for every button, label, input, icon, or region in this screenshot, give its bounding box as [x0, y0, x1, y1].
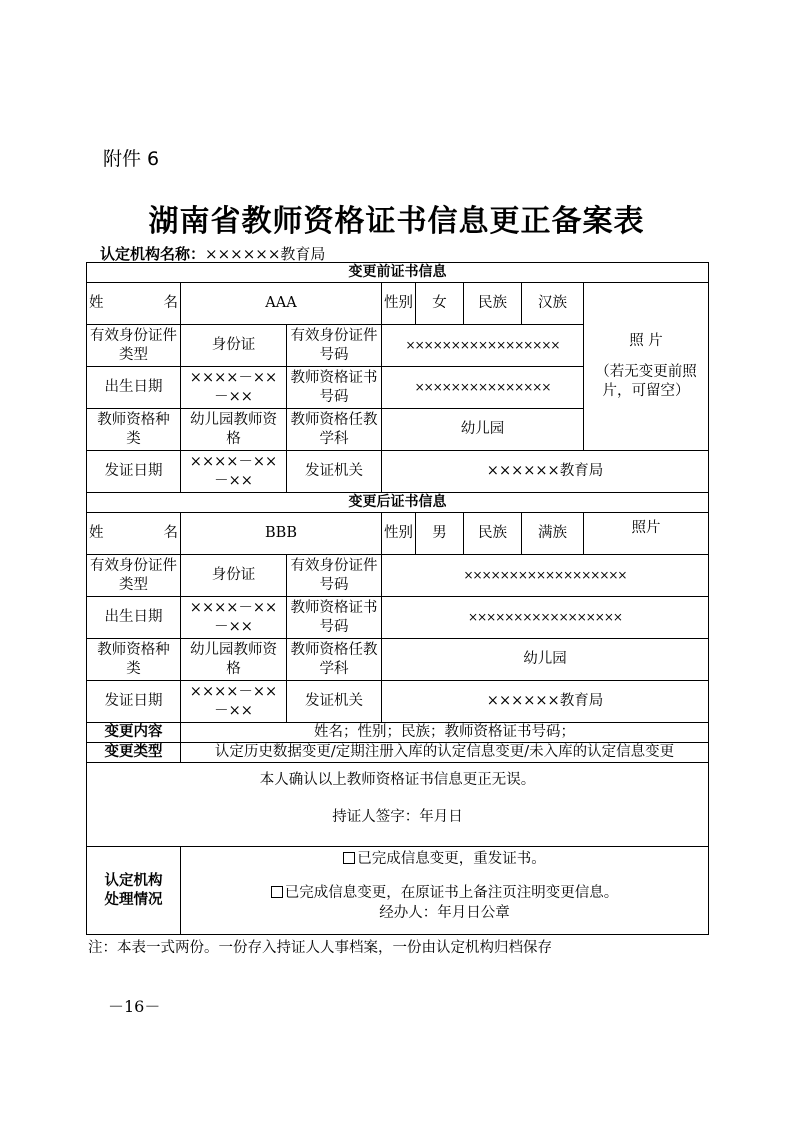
- after-ethnicity-label: 民族: [464, 513, 522, 555]
- before-birth-value: ××××－××－××: [181, 367, 287, 409]
- before-cert-type-label: 教师资格种 类: [87, 409, 181, 451]
- before-cert-no-value: ×××××××××××××××: [382, 367, 584, 409]
- after-issue-date-value: ××××－××－××: [181, 681, 287, 723]
- after-cert-no-label: 教师资格证书号码: [287, 597, 382, 639]
- declaration-cell: [87, 763, 709, 847]
- before-ethnicity-label: 民族: [464, 283, 522, 325]
- checkbox-reissue[interactable]: [343, 852, 355, 864]
- before-photo-note: （若无变更前照片，可留空）: [595, 364, 697, 399]
- after-subject-value: 幼儿园: [382, 639, 709, 681]
- change-content-value: 姓名；性别；民族；教师资格证书号码；: [181, 723, 709, 743]
- before-gender-value: 女: [416, 283, 464, 325]
- change-type-label: 变更类型: [87, 743, 181, 763]
- before-name-label: 姓 名: [87, 283, 181, 325]
- after-cert-type-label: 教师资格种 类: [87, 639, 181, 681]
- page-title: 湖南省教师资格证书信息更正备案表: [148, 204, 645, 239]
- before-cert-type-value: 幼儿园教师资 格: [181, 409, 287, 451]
- after-gender-label: 性别: [382, 513, 416, 555]
- org-label: 认定机构名称：: [100, 245, 206, 263]
- before-id-type-label: 有效身份证件类型: [87, 325, 181, 367]
- attachment-label: 附件 6: [103, 148, 160, 170]
- page-number: －16－: [108, 997, 161, 1016]
- certifying-org: [100, 243, 325, 264]
- after-id-no-value: ××××××××××××××××××: [382, 555, 709, 597]
- after-section-row: [87, 493, 709, 513]
- after-name-label: 姓 名: [87, 513, 181, 555]
- after-section-title: 变更后证书信息: [87, 493, 709, 513]
- processing-label-line1: 认定机构: [104, 872, 163, 889]
- before-id-no-label: 有效身份证件号码: [287, 325, 382, 367]
- option-reissue[interactable]: [183, 849, 706, 869]
- option-annotate-label: 已完成信息变更，在原证书上备注页注明变更信息。: [284, 885, 619, 901]
- after-photo-label: 照片: [584, 513, 709, 555]
- after-birth-value: ××××－××－××: [181, 597, 287, 639]
- footnote: 注：本表一式两份。一份存入持证人人事档案，一份由认定机构归档保存: [88, 940, 552, 956]
- before-issue-date-value: ××××－××－××: [181, 451, 287, 493]
- before-section-row: [87, 263, 709, 283]
- after-subject-label: 教师资格任教学科: [287, 639, 382, 681]
- before-subject-value: 幼儿园: [382, 409, 584, 451]
- change-content-label: 变更内容: [87, 723, 181, 743]
- before-ethnicity-value: 汉族: [522, 283, 584, 325]
- before-gender-label: 性别: [382, 283, 416, 325]
- before-section-title: 变更前证书信息: [87, 263, 709, 283]
- handler-signature: 经办人：年月日公章: [379, 905, 510, 921]
- before-subject-label: 教师资格任教学科: [287, 409, 382, 451]
- before-photo-cell: [584, 283, 709, 451]
- processing-options: [181, 847, 709, 935]
- after-cert-type-value: 幼儿园教师资 格: [181, 639, 287, 681]
- after-name-value: BBB: [181, 513, 382, 555]
- before-id-no-value: ×××××××××××××××××: [382, 325, 584, 367]
- after-id-no-label: 有效身份证件号码: [287, 555, 382, 597]
- before-issuer-label: 发证机关: [287, 451, 382, 493]
- after-gender-value: 男: [416, 513, 464, 555]
- before-cert-no-label: 教师资格证书号码: [287, 367, 382, 409]
- org-value: ××××××教育局: [205, 245, 326, 263]
- after-id-type-label: 有效身份证件类型: [87, 555, 181, 597]
- option-annotate[interactable]: [183, 883, 706, 903]
- declaration-text: 本人确认以上教师资格证书信息更正无误。: [259, 772, 536, 788]
- before-birth-label: 出生日期: [87, 367, 181, 409]
- processing-label: [87, 847, 181, 935]
- change-type-value: 认定历史数据变更/定期注册入库的认定信息变更/未入库的认定信息变更: [181, 743, 709, 763]
- checkbox-annotate[interactable]: [271, 886, 283, 898]
- before-name-value: AAA: [181, 283, 382, 325]
- processing-label-line2: 处理情况: [104, 891, 163, 908]
- before-issuer-value: ××××××教育局: [382, 451, 709, 493]
- after-id-type-value: 身份证: [181, 555, 287, 597]
- after-birth-label: 出生日期: [87, 597, 181, 639]
- correction-form-table: [86, 262, 709, 935]
- after-cert-no-value: ×××××××××××××××××: [382, 597, 709, 639]
- after-issue-date-label: 发证日期: [87, 681, 181, 723]
- after-issuer-label: 发证机关: [287, 681, 382, 723]
- before-issue-date-label: 发证日期: [87, 451, 181, 493]
- holder-signature: 持证人签字：年月日: [332, 809, 463, 825]
- option-reissue-label: 已完成信息变更，重发证书。: [357, 851, 546, 867]
- after-issuer-value: ××××××教育局: [382, 681, 709, 723]
- before-photo-label: 照 片: [629, 333, 663, 349]
- before-id-type-value: 身份证: [181, 325, 287, 367]
- after-ethnicity-value: 满族: [522, 513, 584, 555]
